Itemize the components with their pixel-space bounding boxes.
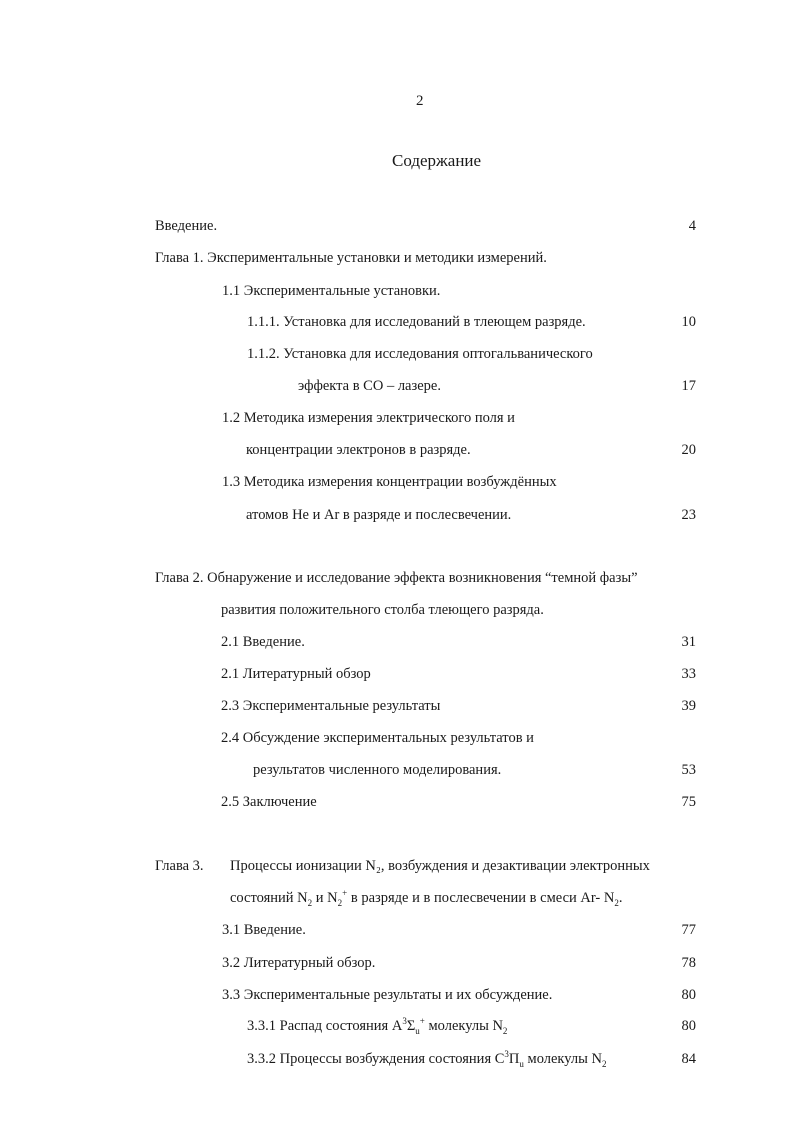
s331-part: 3.3.1 Распад состояния A [247, 1018, 403, 1034]
subscript: 2 [601, 1058, 607, 1069]
ch3-line2-part: в разряде и в послесвечении в смеси Ar- N [347, 890, 615, 906]
s331-part: Σ [406, 1018, 416, 1034]
s332-part: 3.3.2 Процессы возбуждения состояния C [247, 1051, 505, 1067]
page-title: Содержание [392, 151, 482, 170]
ch3-line2-part: состояний N [230, 890, 308, 906]
toc-s2-3-page: 39 [681, 698, 696, 714]
s331-part: молекулы N [424, 1018, 503, 1034]
toc-s1-1-2-line2: эффекта в CO – лазере. [298, 378, 441, 394]
toc-s1-1-1-page: 10 [681, 314, 696, 330]
toc-s3-3-2-page: 84 [681, 1051, 696, 1067]
superscript: + [342, 888, 348, 899]
superscript: + [419, 1016, 425, 1027]
s332-part: Π [508, 1051, 520, 1067]
toc-s3-3-page: 80 [681, 987, 696, 1003]
toc-s2-1: 2.1 Введение. [221, 634, 305, 650]
toc-s1-1-2-line1: 1.1.2. Установка для исследования оптогальванического [247, 346, 593, 362]
toc-s1-1: 1.1 Экспериментальные установки. [222, 283, 441, 299]
subscript: 2 [614, 897, 619, 908]
toc-s2-4-line1: 2.4 Обсуждение экспериментальных результатов и [221, 730, 534, 746]
toc-s2-4-line2: результатов численного моделирования. [253, 762, 502, 778]
toc-s1-1-1: 1.1.1. Установка для исследований в тлеющем разряде. [247, 314, 586, 330]
ch3-line2-part: . [618, 890, 623, 906]
toc-s2-2: 2.1 Литературный обзор [221, 666, 371, 682]
toc-s3-1-page: 77 [681, 922, 696, 938]
ch3-line2-part: и N [312, 890, 338, 906]
toc-s3-1: 3.1 Введение. [222, 922, 306, 938]
subscript: 2 [337, 897, 343, 908]
toc-s3-3-1-page: 80 [681, 1018, 696, 1034]
subscript: u [519, 1058, 524, 1069]
toc-s1-3-page: 23 [681, 507, 696, 523]
toc-s1-2-line2: концентрации электронов в разряде. [246, 442, 471, 458]
toc-ch3-label: Глава 3. [155, 858, 204, 874]
toc-ch2-line1: Глава 2. Обнаружение и исследование эффекта возникновения “темной фазы” [155, 570, 638, 586]
page-number: 2 [416, 93, 424, 109]
toc-s1-2-line1: 1.2 Методика измерения электрического поля и [222, 410, 515, 426]
s332-part: молекулы N [523, 1051, 602, 1067]
toc-s2-1-page: 31 [681, 634, 696, 650]
toc-s2-2-page: 33 [681, 666, 696, 682]
toc-s2-3: 2.3 Экспериментальные результаты [221, 698, 441, 714]
toc-s3-3: 3.3 Экспериментальные результаты и их обсуждение. [222, 987, 553, 1003]
superscript: 3 [402, 1016, 407, 1027]
toc-ch3-line2 [230, 889, 622, 907]
toc-s1-3-line1: 1.3 Методика измерения концентрации возбуждённых [222, 474, 557, 490]
toc-intro-page: 4 [688, 218, 696, 234]
toc-s2-4-page: 53 [681, 762, 696, 778]
toc-ch1-title: Глава 1. Экспериментальные установки и методики измерений. [155, 250, 547, 266]
subscript: u [415, 1025, 420, 1036]
toc-s1-3-line2: атомов He и Ar в разряде и послесвечении. [246, 507, 512, 523]
toc-s1-2-page: 20 [681, 442, 696, 458]
toc-intro-label: Введение. [155, 218, 218, 234]
superscript: 3 [504, 1049, 509, 1060]
toc-s3-2-page: 78 [681, 955, 696, 971]
toc-s2-5: 2.5 Заключение [221, 794, 317, 810]
toc-s3-2: 3.2 Литературный обзор. [222, 955, 376, 971]
toc-ch3-line1: Процессы ионизации N₂, возбуждения и дезактивации электронных [230, 858, 650, 874]
toc-ch2-line2: развития положительного столба тлеющего разряда. [221, 602, 544, 618]
toc-s1-1-2-page: 17 [681, 378, 696, 394]
toc-s2-5-page: 75 [681, 794, 696, 810]
subscript: 2 [307, 897, 313, 908]
subscript: 2 [502, 1025, 508, 1036]
